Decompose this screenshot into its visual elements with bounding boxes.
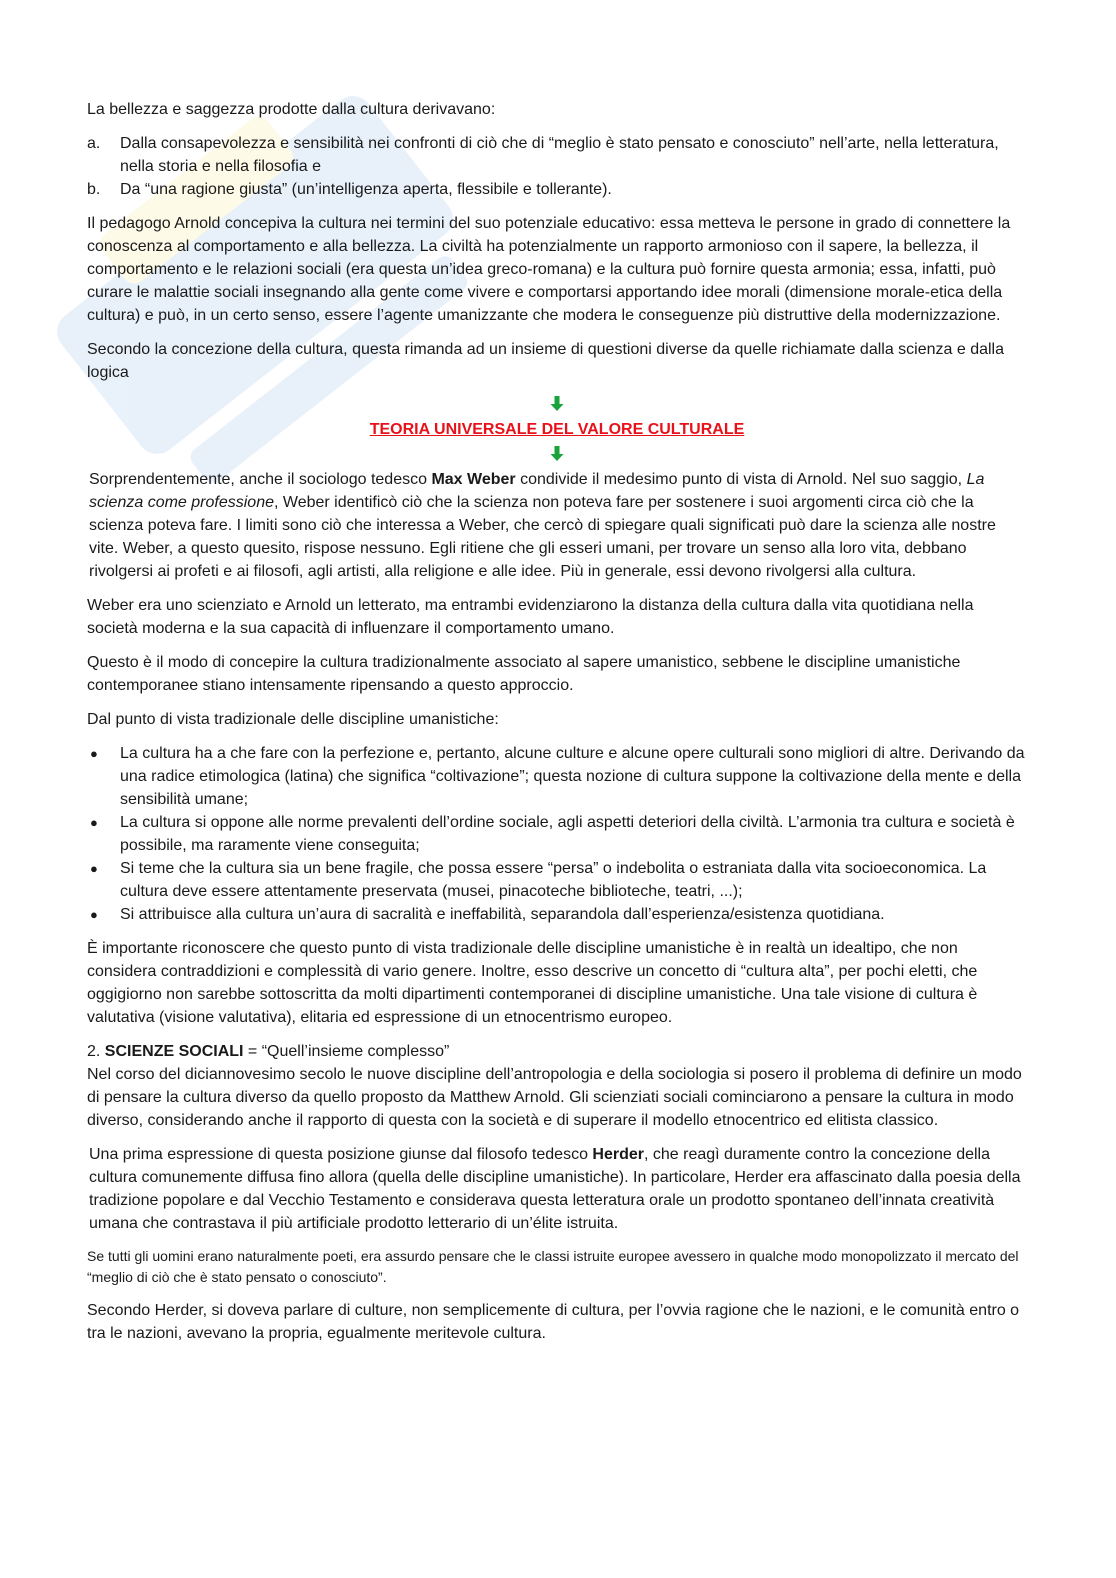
list-item-text: Dalla consapevolezza e sensibilità nei confronti di ciò che di “meglio è stato pensato e conosciuto” nell’arte, nella letteratura, nella storia e nella filosofia e <box>120 135 999 175</box>
theory-title: TEORIA UNIVERSALE DEL VALORE CULTURALE <box>369 421 745 438</box>
herder-text-1: Una prima espressione di questa posizione giunse dal filosofo tedesco <box>89 1146 593 1163</box>
weber-name: Max Weber <box>431 471 516 488</box>
bullet-icon: ● <box>90 746 98 761</box>
weber-text-1: Sorprendentemente, anche il sociologo tedesco <box>89 471 432 488</box>
intro-list <box>87 132 1027 201</box>
bullet-icon: ● <box>90 861 98 876</box>
list-marker: a. <box>87 135 101 152</box>
section-title: SCIENZE SOCIALI <box>104 1043 244 1060</box>
list-item-text: Si attribuisce alla cultura un’aura di sacralità e ineffabilità, separandola dall’esperienza/esistenza quotidiana. <box>120 906 885 923</box>
weber-text-3: , Weber identificò ciò che la scienza non poteva fare per sostenere i suoi argomenti circa ciò che la scienza poteva fare. I limiti sono ciò che interessa a Weber, che cercò di spiegare quali significati può dare la scienza alle nostre vite. Weber, a questo quesito, rispose nessuno. Egli ritiene che gli esseri umani, per trovare un senso alla loro vita, debbano rivolgersi ai profeti e ai filosofi, agli artisti, alla religione e alle idee. Più in generale, essi devono rivolgersi alla cultura. <box>89 494 996 580</box>
list-item <box>87 132 1027 178</box>
paragraph-poeti: Se tutti gli uomini erano naturalmente poeti, era assurdo pensare che le classi istruite europee avessero in qualche modo monopolizzato il mercato del “meglio di ciò che è stato pensato o conosciuto”. <box>87 1248 1019 1285</box>
list-item <box>87 742 1027 811</box>
paragraph-herder <box>89 1143 1027 1235</box>
bullet-icon: ● <box>90 907 98 922</box>
section-text: Nel corso del diciannovesimo secolo le nuove discipline dell’antropologia e della sociologia si posero il problema di definire un modo di pensare la cultura diverso da quello proposto da Matthew Arnold. Gli scienziati sociali cominciarono a pensare la cultura in modo diverso, considerando anche il rapporto di questa con la società e di superare il modello etnocentrico ed elitista classico. <box>87 1066 1022 1129</box>
weber-essay-title: La scienza come professione <box>89 471 985 511</box>
herder-name: Herder <box>592 1146 644 1163</box>
paragraph-culture: Secondo Herder, si doveva parlare di culture, non semplicemente di cultura, per l’ovvia ragione che le nazioni, e le comunità entro o tra le nazioni, avevano la propria, egualmente meritevole cultura. <box>87 1302 1020 1342</box>
paragraph-dal-punto: Dal punto di vista tradizionale delle discipline umanistiche: <box>87 711 499 728</box>
paragraph-arnold: Il pedagogo Arnold concepiva la cultura nei termini del suo potenziale educativo: essa metteva le persone in grado di connettere la conoscenza al comportamento e alla bellezza. La civiltà ha potenzialmente un rapporto armonioso con il sapere, la bellezza, il comportamento e le relazioni sociali (era questa un’idea greco-romana) e la cultura può fornire questa armonia; essa, infatti, può curare le malattie sociali insegnando alla gente come vivere e comportarsi apportando idee morali (dimensione morale-etica della cultura) e può, in un certo senso, essere l’agente umanizzante che modera le conseguenze più distruttive della modernizzazione. <box>87 215 1011 324</box>
paragraph-concezione: Secondo la concezione della cultura, questa rimanda ad un insieme di questioni diverse da quelle richiamate dalla scienza e dalla logica <box>87 341 1005 381</box>
section-subtitle: = “Quell’insieme complesso” <box>243 1043 450 1060</box>
list-marker: b. <box>87 181 101 198</box>
list-item <box>87 178 1027 201</box>
list-item-text: La cultura si oppone alle norme prevalenti dell’ordine sociale, agli aspetti deteriori della civiltà. L’armonia tra cultura e società è possibile, ma raramente viene conseguita; <box>120 814 1015 854</box>
document-page <box>87 98 1027 1356</box>
paragraph-weber <box>89 468 1027 583</box>
intro-heading: La bellezza e saggezza prodotte dalla cultura derivavano: <box>87 101 496 118</box>
herder-text-2: , che reagì duramente contro la concezione della cultura comunemente diffusa fino allora (quella delle discipline umanistiche). In particolare, Herder era affascinato dalla poesia della tradizione popolare e dal Vecchio Testamento e considerava questa letteratura orale un prodotto spontaneo dell’innata creatività umana che contrastava il più artificiale prodotto letterario di un’élite istruita. <box>89 1146 1021 1232</box>
list-item-text: Da “una ragione giusta” (un’intelligenza aperta, flessibile e tollerante). <box>120 181 612 198</box>
list-item-text: Si teme che la cultura sia un bene fragile, che possa essere “persa” o indebolita o estraniata dalla vita socioeconomica. La cultura deve essere attentamente preservata (musei, pinacoteche biblioteche, teatri, ...); <box>120 860 987 900</box>
paragraph-importante: È importante riconoscere che questo punto di vista tradizionale delle discipline umanistiche è in realtà un idealtipo, che non considera contraddizioni e complessità di vario genere. Inoltre, esso descrive un concetto di “cultura alta”, per pochi eletti, che oggigiorno non sarebbe sottoscritta da molti dipartimenti contemporanei di discipline umanistiche. Una tale visione di cultura è valutativa (visione valutativa), elitaria ed espressione di un etnocentrismo europeo. <box>87 940 978 1026</box>
section-number: 2. <box>87 1043 105 1060</box>
section-2 <box>87 1040 1027 1132</box>
bullet-list <box>87 742 1027 926</box>
arrow-down-icon <box>549 395 565 412</box>
paragraph-scienziato: Weber era uno scienziato e Arnold un letterato, ma entrambi evidenziarono la distanza della cultura dalla vita quotidiana nella società moderna e la sua capacità di influenzare il comportamento umano. <box>87 597 974 637</box>
paragraph-modo: Questo è il modo di concepire la cultura tradizionalmente associato al sapere umanistico, sebbene le discipline umanistiche contemporanee stiano intensamente ripensando a questo approccio. <box>87 654 961 694</box>
list-item <box>87 857 1027 903</box>
weber-text-2: condivide il medesimo punto di vista di Arnold. Nel suo saggio, <box>515 471 967 488</box>
list-item <box>87 903 1027 926</box>
list-item-text: La cultura ha a che fare con la perfezione e, pertanto, alcune culture e alcune opere culturali sono migliori di altre. Derivando da una radice etimologica (latina) che significa “coltivazione”; questa nozione di cultura suppone la coltivazione della mente e della sensibilità umane; <box>120 745 1025 808</box>
bullet-icon: ● <box>90 815 98 830</box>
arrow-down-icon <box>549 445 565 462</box>
list-item <box>87 811 1027 857</box>
